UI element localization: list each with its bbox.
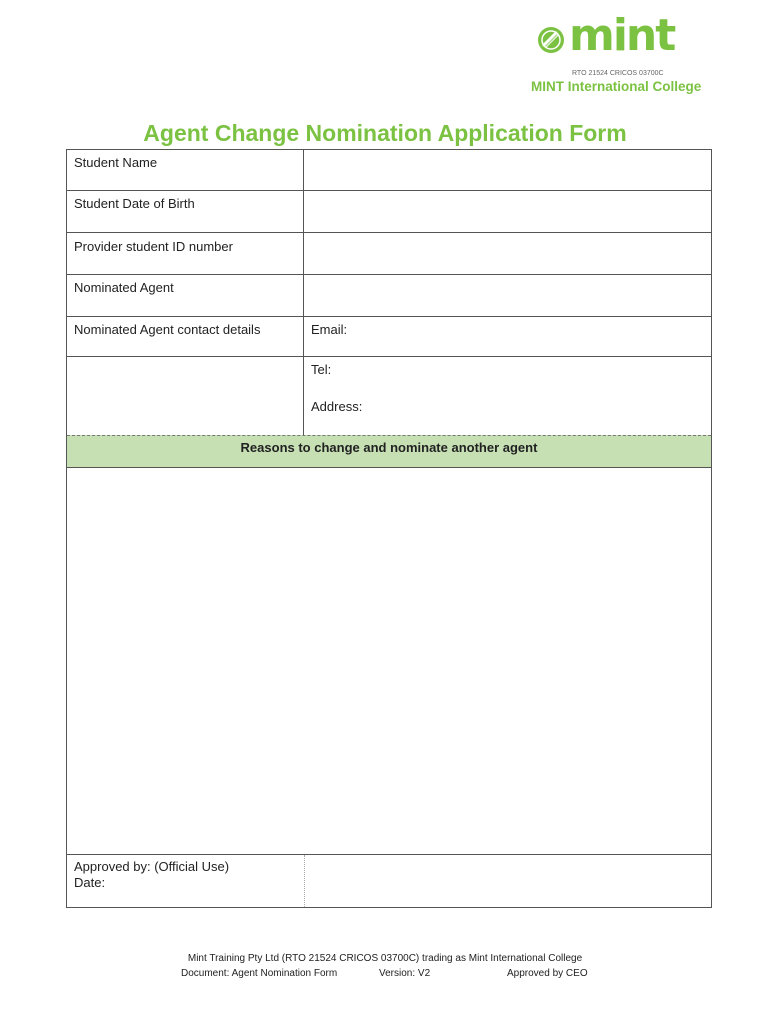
nominated-agent-field[interactable]: [304, 275, 711, 316]
footer-version: Version: V2: [379, 968, 431, 979]
student-dob-label: Student Date of Birth: [67, 191, 304, 232]
provider-id-label: Provider student ID number: [67, 233, 304, 274]
logo-rto-line: RTO 21524 CRICOS 03700C: [572, 70, 664, 77]
official-use-divider: [304, 855, 305, 907]
email-label: Email:: [311, 322, 348, 337]
logo-wordmark: mint: [569, 10, 675, 61]
row-provider-id: [67, 233, 711, 275]
page-title: Agent Change Nomination Application Form: [143, 120, 627, 146]
student-name-label: Student Name: [67, 150, 304, 190]
date-label: Date:: [74, 875, 106, 890]
row-nominated-agent: [67, 275, 711, 317]
student-name-field[interactable]: [304, 150, 711, 190]
contact-details-label: Nominated Agent contact details: [67, 317, 304, 356]
student-dob-field[interactable]: [304, 191, 711, 232]
contact-details-spacer: [67, 357, 304, 435]
agent-email-field[interactable]: [304, 317, 711, 356]
official-use-label: [67, 855, 304, 907]
logo-college-name: MINT International College: [531, 79, 702, 94]
row-contact-tel-address: [67, 357, 711, 435]
nominated-agent-label: Nominated Agent: [67, 275, 304, 316]
reasons-field[interactable]: [67, 468, 711, 855]
row-student-name: [67, 150, 711, 191]
form-table: [66, 149, 712, 908]
tel-label: Tel:: [311, 362, 332, 377]
agent-tel-address-field[interactable]: [304, 357, 711, 435]
address-label: Address:: [311, 399, 363, 414]
approved-by-label: Approved by: (Official Use): [74, 859, 230, 874]
footer-company-line: Mint Training Pty Ltd (RTO 21524 CRICOS 03700C) trading as Mint International College: [187, 953, 583, 964]
footer-document: Document: Agent Nomination Form: [181, 968, 338, 979]
footer-approved: Approved by CEO: [507, 968, 588, 979]
reasons-header: Reasons to change and nominate another agent: [67, 435, 711, 468]
row-contact-email: [67, 317, 711, 357]
mint-leaf-icon: [537, 26, 565, 54]
college-logo: [530, 10, 710, 98]
provider-id-field[interactable]: [304, 233, 711, 274]
official-use-section: [67, 855, 711, 907]
row-student-dob: [67, 191, 711, 233]
